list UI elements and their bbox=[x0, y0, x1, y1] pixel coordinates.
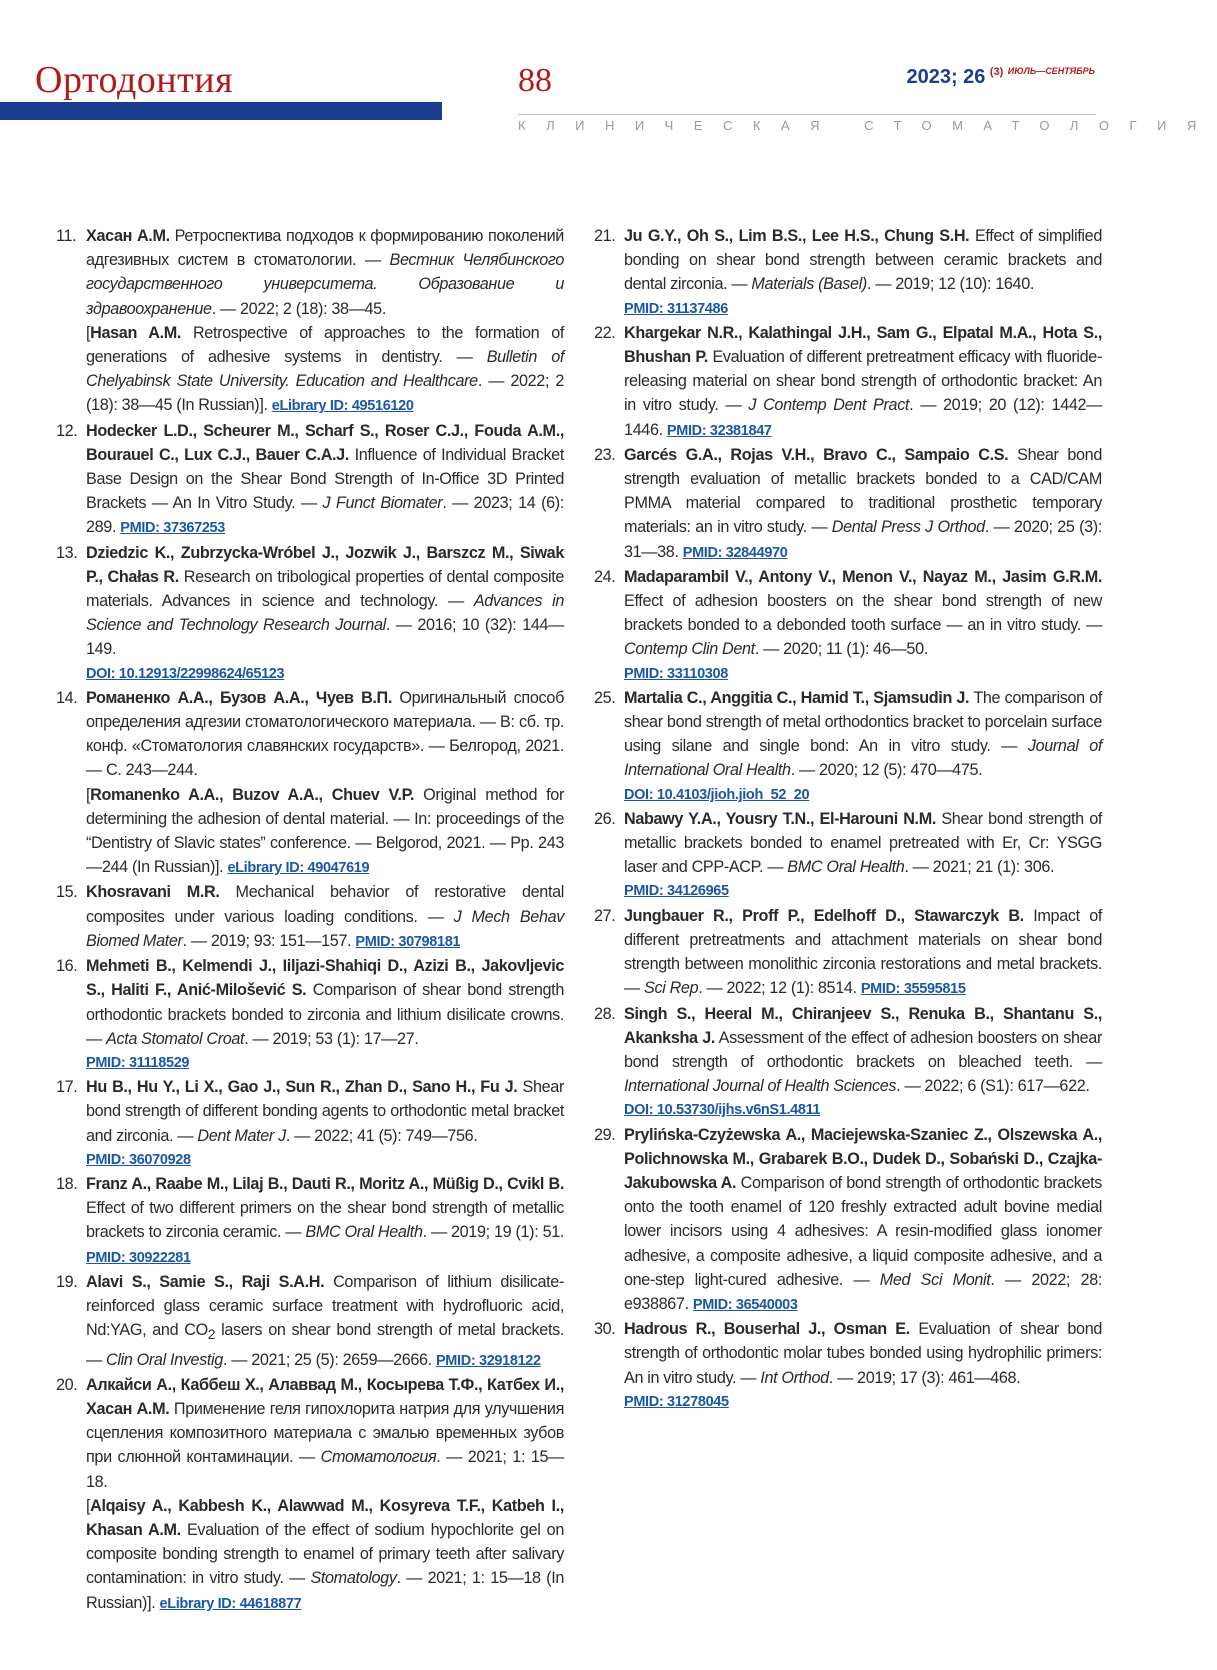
reference-item bbox=[56, 880, 564, 954]
header-rule bbox=[518, 114, 1096, 115]
reference-link[interactable]: PMID: 31278045 bbox=[624, 1393, 729, 1410]
reference-authors: Alqaisy A., Kabbesh K., Alawwad M., Kosyreva T.F., Katbeh I., Khasan A.M. bbox=[86, 1496, 564, 1539]
reference-translation: [Hasan A.M. Retrospective of approaches to the formation of generations of adhesive systems in dentistry. — Bulletin of Chelyabinsk State University. Education and Healthcare. — 2022; 2 (18): 38—45 (In Russian)]. eLibrary ID: 49516120 bbox=[86, 323, 565, 415]
reference-column-left bbox=[56, 224, 564, 1616]
reference-number: 25. bbox=[594, 688, 616, 707]
reference-details: . — 2022; 6 (S1): 617—622. bbox=[896, 1077, 1090, 1096]
reference-link[interactable]: PMID: 32844970 bbox=[682, 544, 788, 561]
reference-source: J Contemp Dent Pract bbox=[748, 396, 910, 415]
reference-details: . — 2022; 2 (18): 38—45. bbox=[211, 299, 386, 318]
reference-number: 19. bbox=[56, 1272, 78, 1291]
reference-item bbox=[594, 443, 1102, 565]
reference-authors: Martalia C., Anggitia C., Hamid T., Sjamsudin J. bbox=[624, 688, 970, 707]
reference-details: . — 2020; 11 (1): 46—50. bbox=[754, 640, 928, 659]
reference-link[interactable]: PMID: 31118529 bbox=[86, 1054, 190, 1071]
reference-item bbox=[594, 807, 1102, 904]
issue-number: (3) bbox=[989, 66, 1004, 78]
reference-title: Impact of different pretreatments and attachment materials on shear bond strength between monolithic zirconia restorations and metal brackets. — bbox=[624, 906, 1102, 998]
reference-authors: Dziedzic K., Zubrzycka-Wróbel J., Jozwik J., Barszcz M., Siwak P., Chałas R. bbox=[86, 543, 564, 586]
reference-source: Dent Mater J bbox=[197, 1126, 286, 1145]
reference-source: Materials (Basel) bbox=[751, 275, 867, 294]
reference-details: . — 2019; 53 (1): 17—27. bbox=[244, 1029, 419, 1048]
reference-source: BMC Oral Health bbox=[787, 858, 905, 877]
reference-number: 22. bbox=[594, 323, 616, 342]
reference-authors: Jungbauer R., Proff P., Edelhoff D., Stawarczyk B. bbox=[624, 906, 1024, 925]
reference-link[interactable]: PMID: 33110308 bbox=[624, 665, 728, 682]
reference-number: 11. bbox=[56, 227, 77, 245]
reference-title: Evaluation of the effect of sodium hypochlorite gel on composite bonding strength to enamel of primary teeth after salivary contamination: in vitro study. — bbox=[86, 1521, 564, 1588]
reference-authors: Romanenko A.A., Buzov A.A., Chuev V.P. bbox=[90, 785, 415, 804]
reference-number: 13. bbox=[56, 543, 78, 562]
reference-authors: Hodecker L.D., Scheurer M., Scharf S., Roser C.J., Fouda A.M., Bourauel C., Lux C.J., Bauer C.A.J. bbox=[86, 421, 564, 464]
reference-source: J Mech Behav Biomed Mater bbox=[86, 907, 564, 950]
reference-source: Stomatology bbox=[310, 1569, 397, 1588]
reference-title: Retrospective of approaches to the formation of generations of adhesive systems in dentistry. — bbox=[86, 323, 564, 367]
reference-title: Shear bond strength of different bonding agents to orthodontic metal bracket and zirconia. — bbox=[86, 1078, 565, 1145]
reference-authors: Garcés G.A., Rojas V.H., Bravo C., Sampaio C.S. bbox=[624, 445, 1009, 464]
reference-link[interactable]: DOI: 10.53730/ijhs.v6nS1.4811 bbox=[624, 1102, 821, 1119]
reference-title: Effect of two different primers on the shear bond strength of metallic brackets to zirconia ceramic. — bbox=[86, 1199, 564, 1242]
reference-details: . — 2020; 25 (3): 31—38. bbox=[624, 518, 1102, 561]
header-accent-bar bbox=[0, 102, 442, 120]
reference-authors: Hadrous R., Bouserhal J., Osman E. bbox=[624, 1320, 910, 1339]
reference-link[interactable]: PMID: 34126965 bbox=[624, 883, 729, 900]
reference-item bbox=[56, 1270, 564, 1373]
reference-item bbox=[56, 419, 564, 541]
reference-authors: Prylińska-Czyżewska A., Maciejewska-Szaniec Z., Olszewska A., Polichnowska M., Grabarek B.O., Dudek D., Sobański D., Czajka-Jakubowska A. bbox=[624, 1125, 1102, 1192]
reference-link[interactable]: PMID: 32381847 bbox=[666, 422, 772, 439]
reference-details: . — 2019; 20 (12): 1442—1446. bbox=[624, 396, 1102, 439]
reference-link[interactable]: PMID: 37367253 bbox=[120, 520, 225, 537]
issue-months: ИЮЛЬ—СЕНТЯБРЬ bbox=[1007, 66, 1095, 76]
reference-item bbox=[594, 686, 1102, 807]
reference-item bbox=[56, 1172, 564, 1270]
reference-authors: Mehmeti B., Kelmendi J., Iiljazi-Shahiqi D., Azizi B., Jakovljevic S., Haliti F., Anić-Milošević S. bbox=[86, 957, 564, 1000]
reference-title: Evaluation of shear bond strength of orthodontic molar tubes bonded using hydrophilic primers: An in vitro study. — bbox=[624, 1320, 1102, 1387]
reference-number: 29. bbox=[594, 1125, 616, 1144]
reference-number: 18. bbox=[56, 1174, 78, 1193]
reference-translation: [Alqaisy A., Kabbesh K., Alawwad M., Kosyreva T.F., Katbeh I., Khasan A.M. Evaluation of the effect of sodium hypochlorite gel on composite bonding strength to enamel of primary teeth after salivary contamination: in vitro study. — Stomatology. — 2021; 1: 15—18 (In Russian)]. eLibrary ID: 44618877 bbox=[86, 1496, 564, 1612]
reference-item bbox=[594, 1123, 1102, 1318]
reference-title: Evaluation of different pretreatment efficacy with fluoride-releasing material on shear bond strength of orthodontic bracket: An in vitro study. — bbox=[624, 348, 1102, 415]
reference-source: Advances in Science and Technology Research Journal bbox=[86, 592, 564, 635]
reference-number: 21. bbox=[594, 227, 616, 245]
reference-item bbox=[56, 954, 564, 1075]
reference-translation: [Romanenko A.A., Buzov A.A., Chuev V.P. Original method for determining the adhesion of dental material. — In: proceedings of the “Dentistry of Slavic states” conference. — Belgorod, 2021. — Pp. 243—244 (In Russian)]. eLibrary ID: 49047619 bbox=[86, 785, 565, 877]
reference-source: J Funct Biomater bbox=[322, 494, 443, 513]
reference-title: Mechanical behavior of restorative dental composites under various loading conditions. — bbox=[86, 883, 564, 926]
reference-item bbox=[594, 224, 1102, 321]
reference-link[interactable]: PMID: 36540003 bbox=[692, 1296, 798, 1313]
reference-source: Med Sci Monit bbox=[879, 1270, 991, 1289]
reference-source: BMC Oral Health bbox=[305, 1223, 423, 1242]
reference-source: Стоматология bbox=[320, 1448, 437, 1467]
reference-number: 14. bbox=[56, 688, 78, 707]
reference-details: . — 2019; 19 (1): 51. bbox=[422, 1223, 565, 1242]
reference-title: Оригинальный способ определения адгезии стоматологического материала. — В: сб. тр. конф. «Стоматология славянских государств». — Белгород, 2021. — С. 243—244. bbox=[86, 688, 564, 780]
reference-details: . — 2019; 93: 151—157. bbox=[182, 931, 356, 950]
subscript: 2 bbox=[207, 1327, 216, 1343]
issue-year: 2023; 26 bbox=[906, 66, 986, 88]
reference-authors: Хасан А.М. bbox=[86, 227, 170, 245]
reference-link[interactable]: PMID: 32918122 bbox=[435, 1352, 541, 1369]
reference-title: Effect of simplified bonding on shear bond strength between ceramic brackets and dental zirconia. — bbox=[624, 227, 1102, 294]
reference-authors: Ju G.Y., Oh S., Lim B.S., Lee H.S., Chung S.H. bbox=[624, 227, 970, 245]
reference-number: 16. bbox=[56, 957, 78, 976]
reference-link[interactable]: eLibrary ID: 44618877 bbox=[159, 1595, 302, 1612]
reference-item bbox=[56, 1075, 564, 1172]
reference-details: . — 2022; 28: e938867. bbox=[624, 1270, 1102, 1313]
reference-item bbox=[56, 686, 564, 881]
reference-title: Comparison of shear bond strength orthodontic brackets bonded to zirconia and lithium disilicate crowns. — bbox=[86, 981, 564, 1048]
reference-details: . — 2021; 1: 15—18 (In Russian)]. bbox=[86, 1569, 564, 1612]
reference-authors: Singh S., Heeral M., Chiranjeev S., Renuka B., Shantanu S., Akanksha J. bbox=[624, 1004, 1102, 1047]
reference-item bbox=[56, 1373, 564, 1616]
reference-link[interactable]: PMID: 35595815 bbox=[860, 981, 966, 998]
reference-title: Original method for determining the adhesion of dental material. — In: proceedings of the “Dentistry of Slavic states” conference. — Belgorod, 2021. — Pp. 243—244 (In Russian)]. bbox=[86, 785, 565, 877]
reference-details: . — 2022; 2 (18): 38—45 (In Russian)]. bbox=[86, 372, 565, 415]
reference-authors: Madaparambil V., Antony V., Menon V., Nayaz M., Jasim G.R.M. bbox=[624, 567, 1102, 586]
reference-title: Assessment of the effect of adhesion boosters on shear bond strength of orthodontic brackets on bleached teeth. — bbox=[624, 1028, 1102, 1071]
page-number: 88 bbox=[518, 62, 552, 99]
reference-link[interactable]: PMID: 36070928 bbox=[86, 1151, 191, 1168]
reference-details: . — 2020; 12 (5): 470—475. bbox=[790, 761, 983, 780]
reference-item bbox=[594, 1317, 1102, 1414]
reference-source: Вестник Челябинского государственного университета. Образование и здравоохранение bbox=[86, 251, 564, 318]
reference-number: 17. bbox=[56, 1078, 78, 1097]
reference-link[interactable]: DOI: 10.4103/jioh.jioh_52_20 bbox=[624, 786, 810, 803]
reference-number: 12. bbox=[56, 421, 78, 440]
reference-source: Int Orthod bbox=[760, 1368, 829, 1387]
reference-authors: Hasan A.M. bbox=[90, 323, 182, 342]
reference-source: Dental Press J Orthod bbox=[831, 518, 985, 537]
reference-column-right bbox=[594, 224, 1102, 1414]
reference-details: . — 2022; 41 (5): 749—756. bbox=[285, 1126, 478, 1145]
reference-number: 20. bbox=[56, 1375, 78, 1394]
page-header bbox=[0, 0, 1217, 160]
reference-number: 23. bbox=[594, 445, 616, 464]
reference-source: Bulletin of Chelyabinsk State University. Education and Healthcare bbox=[86, 348, 564, 391]
reference-authors: Khargekar N.R., Kalathingal J.H., Sam G., Elpatal M.A., Hota S., Bhushan P. bbox=[624, 323, 1102, 367]
reference-authors: Алкайси А., Каббеш Х., Алаввад М., Косырева Т.Ф., Катбех И., Хасан А.М. bbox=[86, 1375, 564, 1418]
reference-title: Shear bond strength of metallic brackets bonded to enamel pretreated with Er, Cr: YSGG laser and CPP-ACP. — bbox=[624, 809, 1103, 877]
reference-item bbox=[56, 541, 564, 686]
section-title: Ортодонтия bbox=[35, 59, 234, 101]
reference-number: 15. bbox=[56, 883, 78, 902]
reference-link[interactable]: PMID: 30922281 bbox=[86, 1249, 191, 1266]
reference-authors: Khosravani M.R. bbox=[86, 883, 220, 902]
reference-title: Research on tribological properties of dental composite materials. Advances in science and technology. — bbox=[86, 567, 564, 611]
reference-link[interactable]: eLibrary ID: 49516120 bbox=[271, 398, 414, 415]
reference-details: . — 2021; 25 (5): 2659—2666. bbox=[222, 1350, 436, 1369]
journal-name: КЛИНИЧЕСКАЯ СТОМАТОЛОГИЯ bbox=[518, 118, 1217, 133]
reference-title: Ретроспектива подходов к формированию поколений адгезивных систем в стоматологии. — bbox=[86, 227, 565, 270]
reference-number: 27. bbox=[594, 906, 616, 925]
reference-item bbox=[594, 904, 1102, 1002]
reference-details: . — 2021; 1: 15—18. bbox=[86, 1448, 564, 1491]
reference-item bbox=[56, 224, 564, 419]
reference-source: Acta Stomatol Croat bbox=[106, 1029, 245, 1048]
issue-info bbox=[906, 66, 1095, 89]
reference-source: Journal of International Oral Health bbox=[624, 737, 1102, 780]
reference-source: Clin Oral Investig bbox=[106, 1350, 223, 1369]
reference-title: Применение геля гипохлорита натрия для улучшения сцепления композитного материала с эмалью временных зубов при слюнной контаминации. — bbox=[86, 1399, 565, 1467]
reference-number: 24. bbox=[594, 567, 616, 586]
reference-title: The comparison of shear bond strength of metal orthodontics bracket to porcelain surface using silane and single bond: An in vitro study. — bbox=[624, 688, 1102, 756]
reference-details: . — 2019; 17 (3): 461—468. bbox=[828, 1368, 1021, 1387]
reference-details: . — 2022; 12 (1): 8514. bbox=[698, 979, 861, 998]
reference-title: Effect of adhesion boosters on the shear bond strength of new brackets bonded to a debonded tooth surface — an in vitro study. — bbox=[624, 592, 1102, 635]
reference-item bbox=[594, 1002, 1102, 1123]
reference-link[interactable]: PMID: 30798181 bbox=[355, 933, 461, 950]
reference-authors: Alavi S., Samie S., Raji S.A.H. bbox=[86, 1272, 325, 1291]
reference-details: . — 2016; 10 (32): 144—149. bbox=[86, 616, 564, 659]
reference-number: 28. bbox=[594, 1004, 616, 1023]
reference-title: Comparison of bond strength of orthodontic brackets onto the tooth enamel of 120 freshly extracted adult bovine medial lower incisors using 4 adhesives: A resin-modified glass ionomer adhesive, a composite adhesive, a liquid composite adhesive, and a one-step light-cured adhesive. — bbox=[624, 1173, 1102, 1289]
reference-source: Contemp Clin Dent bbox=[624, 640, 755, 659]
reference-authors: Hu B., Hu Y., Li X., Gao J., Sun R., Zhan D., Sano H., Fu J. bbox=[86, 1078, 518, 1097]
reference-title: Influence of Individual Bracket Base Design on the Shear Bond Strength of In-Office 3D Printed Brackets — An In Vitro Study. — bbox=[86, 445, 564, 513]
reference-link[interactable]: PMID: 31137486 bbox=[624, 300, 728, 317]
reference-title-cont: lasers on shear bond strength of metal brackets. — bbox=[86, 1321, 564, 1369]
reference-title: Shear bond strength evaluation of metallic brackets bonded to a CAD/CAM PMMA material compared to traditional prosthetic temporary materials: an in vitro study. — bbox=[624, 445, 1102, 537]
reference-link[interactable]: eLibrary ID: 49047619 bbox=[227, 860, 370, 877]
reference-item bbox=[594, 565, 1102, 686]
reference-authors: Романенко А.А., Бузов А.А., Чуев В.П. bbox=[86, 688, 392, 707]
reference-details: . — 2019; 12 (10): 1640. bbox=[866, 275, 1034, 294]
reference-source: Sci Rep bbox=[644, 979, 699, 998]
reference-details: . — 2023; 14 (6): 289. bbox=[86, 494, 564, 537]
reference-number: 26. bbox=[594, 809, 616, 828]
reference-authors: Franz A., Raabe M., Lilaj B., Dauti R., Moritz A., Müßig D., Cvikl B. bbox=[86, 1174, 564, 1193]
reference-link[interactable]: DOI: 10.12913/22998624/65123 bbox=[86, 665, 285, 682]
reference-number: 30. bbox=[594, 1320, 616, 1339]
reference-source: International Journal of Health Sciences bbox=[624, 1077, 897, 1096]
reference-item bbox=[594, 321, 1102, 443]
reference-details: . — 2021; 21 (1): 306. bbox=[904, 858, 1055, 877]
reference-authors: Nabawy Y.A., Yousry T.N., El-Harouni N.M. bbox=[624, 809, 936, 828]
reference-title: Comparison of lithium disilicate-reinforced glass ceramic surface treatment with hydrofluoric acid, Nd:YAG, and CO bbox=[86, 1272, 565, 1340]
